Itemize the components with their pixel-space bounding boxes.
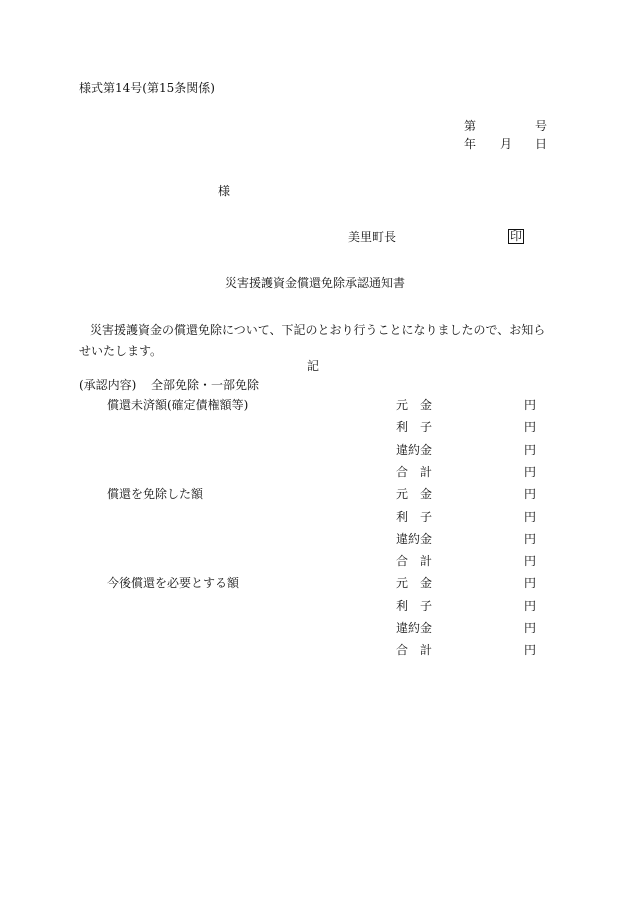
yen-unit: 円 [524,599,537,613]
item-label: 利 子 [396,599,433,613]
item-label: 利 子 [396,510,433,524]
date-month: 月 [500,137,513,151]
yen-unit: 円 [524,643,537,657]
body-text: 災害援護資金の償還免除について、下記のとおり行うことになりましたので、お知らせいたします。 [79,323,546,358]
item-label: 元 金 [396,398,433,412]
yen-unit: 円 [524,420,537,434]
doc-number-go: 号 [535,119,548,133]
item-label: 元 金 [396,576,433,590]
item-label: 元 金 [396,487,433,501]
yen-unit: 円 [524,443,537,457]
doc-number-dai: 第 [464,119,477,133]
issuer: 美里町長 [348,230,397,244]
yen-unit: 円 [524,554,537,568]
date-year: 年 [464,137,477,151]
group-label: 償還未済額(確定債権額等) [107,398,249,412]
approval-value: 全部免除・一部免除 [151,378,260,392]
yen-unit: 円 [524,621,537,635]
ki-heading: 記 [307,359,320,373]
form-number: 様式第14号(第15条関係) [79,81,215,95]
seal-mark: 印 [510,229,523,243]
yen-unit: 円 [524,576,537,590]
document-title: 災害援護資金償還免除承認通知書 [225,276,406,290]
item-label: 利 子 [396,420,433,434]
item-label: 違約金 [396,443,433,457]
yen-unit: 円 [524,510,537,524]
yen-unit: 円 [524,532,537,546]
date-day: 日 [535,137,548,151]
yen-unit: 円 [524,398,537,412]
item-label: 違約金 [396,532,433,546]
yen-unit: 円 [524,465,537,479]
item-label: 合 計 [396,643,433,657]
yen-unit: 円 [524,487,537,501]
group-label: 償還を免除した額 [107,487,204,501]
approval-label: (承認内容) [79,378,137,392]
item-label: 違約金 [396,621,433,635]
item-label: 合 計 [396,554,433,568]
item-label: 合 計 [396,465,433,479]
group-label: 今後償還を必要とする額 [107,576,240,590]
addressee-suffix: 様 [218,184,231,198]
